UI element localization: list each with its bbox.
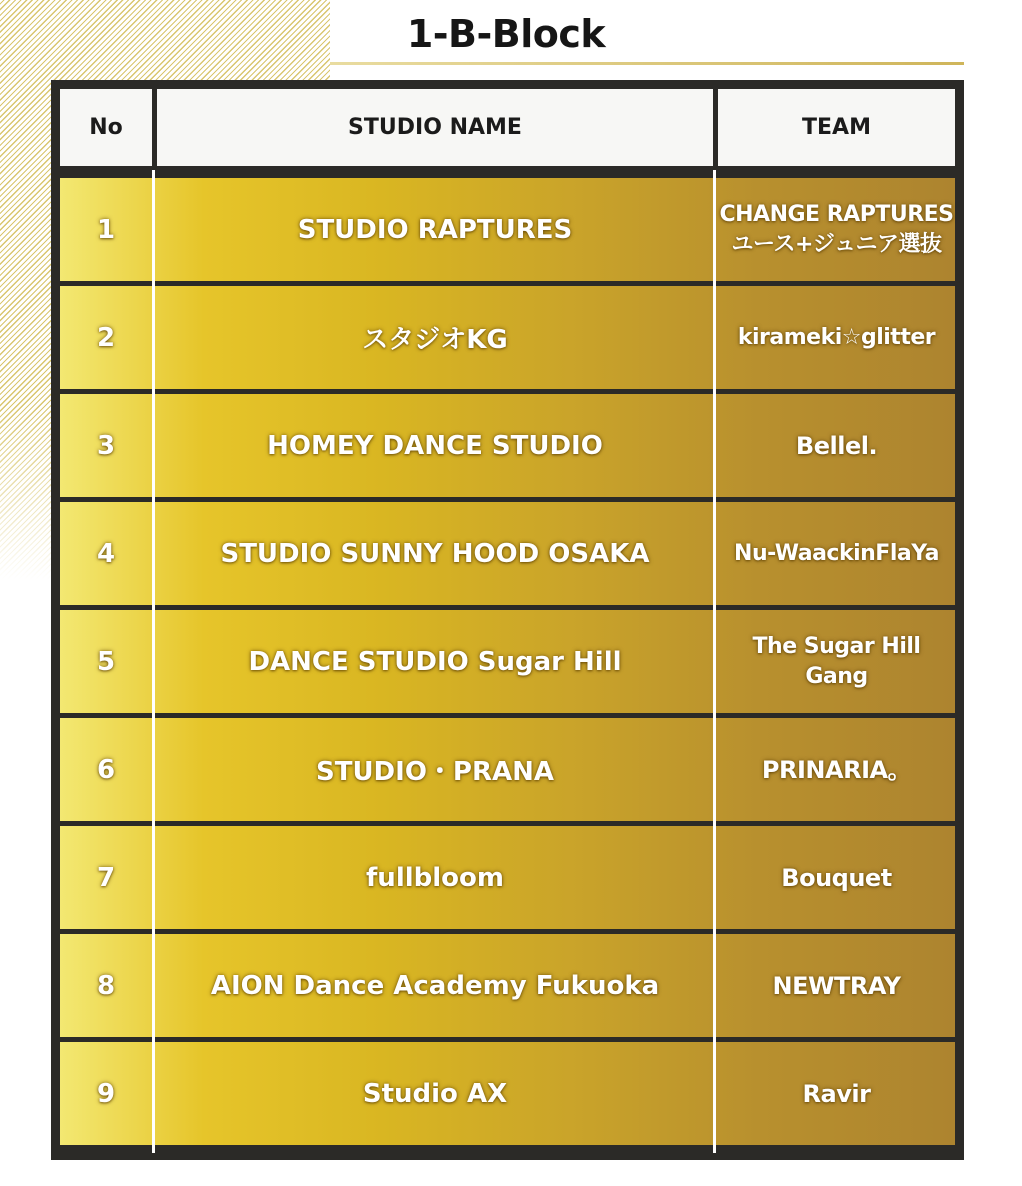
table-row <box>60 826 955 929</box>
team-name: Nu-WaackinFlaYa <box>734 540 939 566</box>
studio-name: HOMEY DANCE STUDIO <box>267 430 603 461</box>
studio-name: DANCE STUDIO Sugar Hill <box>248 646 622 677</box>
team-name: NEWTRAY <box>772 971 901 1000</box>
studio-name: STUDIO SUNNY HOOD OSAKA <box>220 538 650 569</box>
row-number: 4 <box>96 538 116 569</box>
row-number: 7 <box>96 862 116 893</box>
header-team: TEAM <box>718 89 955 166</box>
column-divider <box>713 170 716 1153</box>
studio-name: fullbloom <box>366 862 504 893</box>
header-no: No <box>60 89 152 166</box>
team-name: CHANGE RAPTURES ユース+ジュニア選抜 <box>719 201 954 257</box>
row-number: 8 <box>96 970 116 1001</box>
team-name: PRINARIA。 <box>761 755 912 784</box>
studio-name: STUDIO RAPTURES <box>297 214 573 245</box>
table-row <box>60 718 955 821</box>
row-number: 3 <box>96 430 116 461</box>
studio-name: AION Dance Academy Fukuoka <box>210 970 660 1001</box>
row-number: 9 <box>96 1078 116 1109</box>
team-name: Bellel. <box>795 431 878 460</box>
team-name: The Sugar Hill Gang <box>752 633 921 689</box>
row-number: 2 <box>96 322 116 353</box>
row-number: 5 <box>96 646 116 677</box>
title-underline <box>330 62 964 65</box>
team-name: Ravir <box>802 1079 871 1108</box>
team-name: Bouquet <box>781 863 892 892</box>
table-row <box>60 934 955 1037</box>
row-number: 6 <box>96 754 116 785</box>
studio-name: STUDIO・PRANA <box>315 757 554 787</box>
table-row <box>60 178 955 281</box>
table-row <box>60 502 955 605</box>
table-row <box>60 610 955 713</box>
table-row <box>60 394 955 497</box>
row-number: 1 <box>96 214 116 245</box>
studio-name: Studio AX <box>362 1078 508 1109</box>
studio-name: スタジオKG <box>362 325 508 355</box>
column-divider <box>152 170 155 1153</box>
block-title: 1-B-Block <box>406 12 606 56</box>
header-studio-name: STUDIO NAME <box>157 89 713 166</box>
table-row <box>60 1042 955 1145</box>
table-row <box>60 286 955 389</box>
team-name: kirameki☆glitter <box>737 324 936 350</box>
